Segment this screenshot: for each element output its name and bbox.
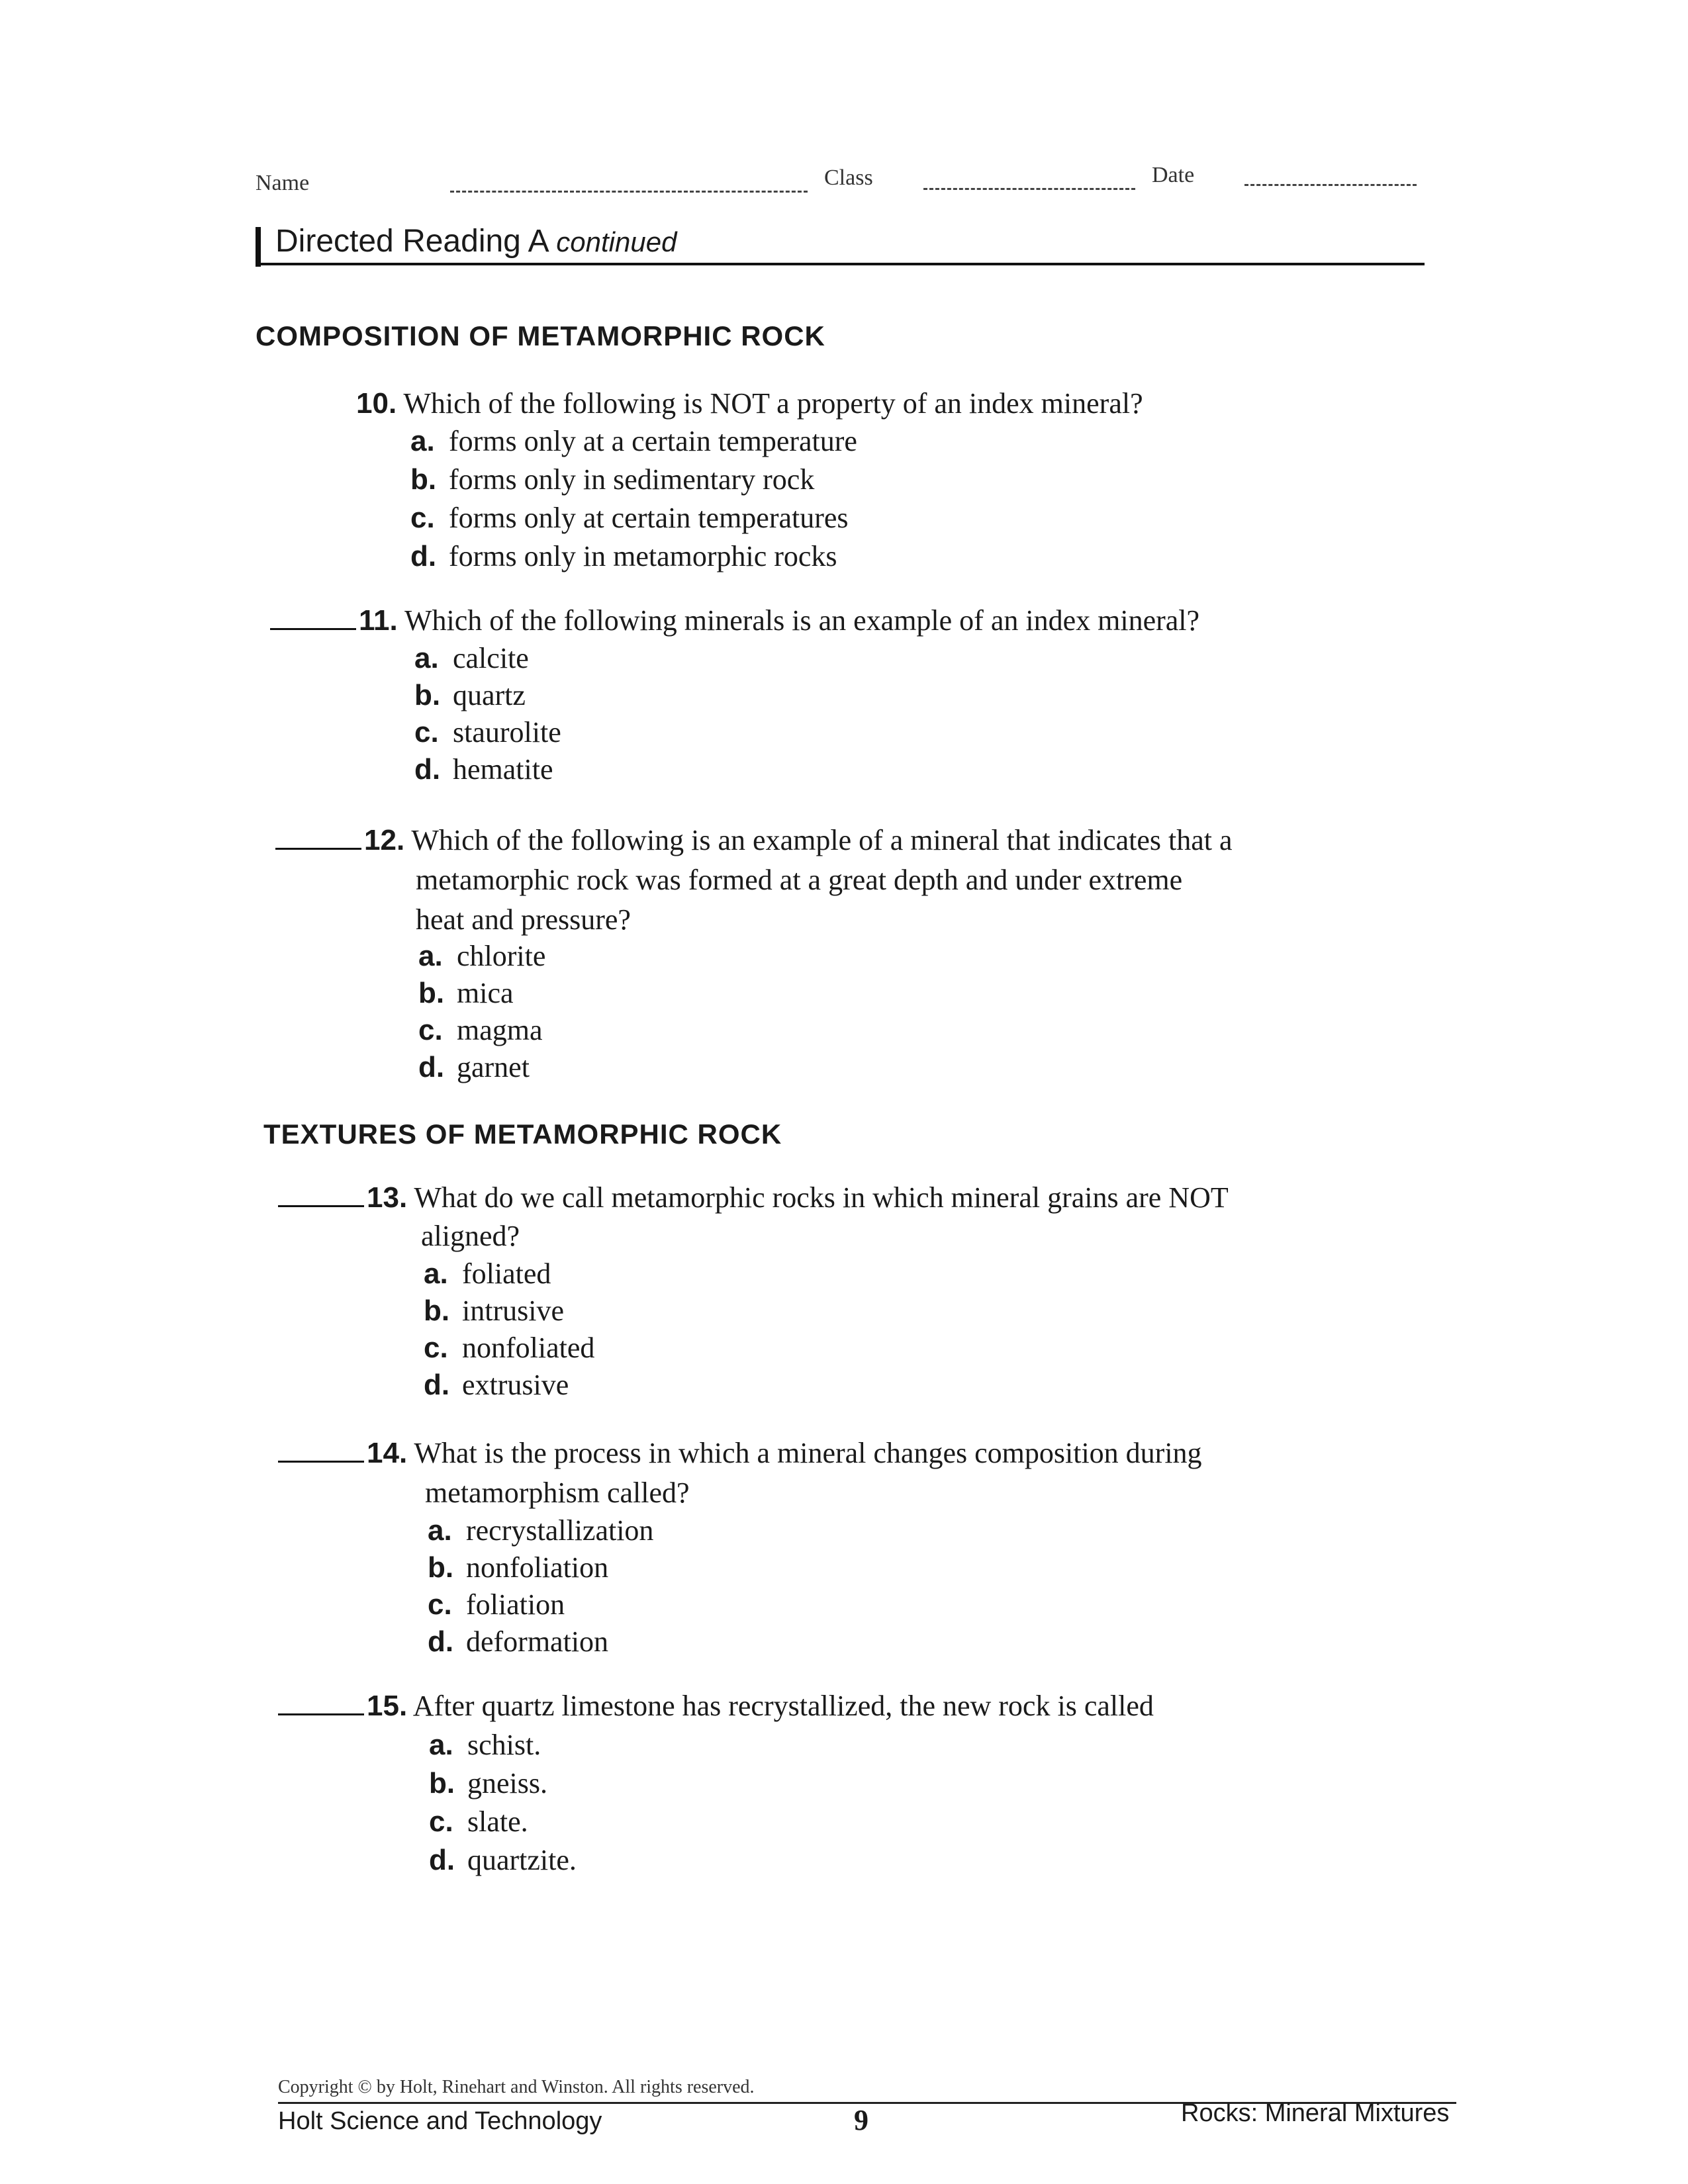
name-label: Name xyxy=(256,171,310,195)
answer-blank[interactable] xyxy=(278,1712,364,1715)
option-15d[interactable] xyxy=(429,1841,577,1880)
question-number: 10. xyxy=(356,387,397,420)
date-field[interactable] xyxy=(1244,184,1417,186)
option-12c[interactable] xyxy=(418,1011,543,1050)
date-label: Date xyxy=(1152,163,1195,187)
option-letter: b. xyxy=(429,1767,455,1799)
option-text: recrystallization xyxy=(466,1514,654,1547)
option-13c[interactable] xyxy=(424,1329,594,1367)
option-text: calcite xyxy=(453,642,529,674)
option-15c[interactable] xyxy=(429,1803,528,1841)
option-letter: c. xyxy=(424,1332,448,1364)
class-label: Class xyxy=(824,165,873,190)
question-number: 15. xyxy=(367,1690,408,1722)
question-12-line-3: heat and pressure? xyxy=(416,903,631,936)
option-letter: c. xyxy=(414,716,439,749)
option-text: quartzite. xyxy=(467,1844,577,1876)
option-letter: d. xyxy=(418,1051,445,1083)
option-letter: d. xyxy=(429,1844,455,1876)
option-text: schist. xyxy=(467,1729,541,1761)
option-12b[interactable] xyxy=(418,974,514,1013)
question-12 xyxy=(275,821,1233,860)
question-text: Which of the following is NOT a property of an index mineral? xyxy=(403,387,1143,420)
option-letter: c. xyxy=(418,1014,443,1046)
question-14 xyxy=(278,1433,1202,1473)
question-text-line-1: What is the process in which a mineral changes composition during xyxy=(414,1437,1202,1469)
option-text: quartz xyxy=(453,679,526,711)
option-10b[interactable] xyxy=(410,461,814,499)
option-letter: a. xyxy=(414,642,439,674)
option-letter: b. xyxy=(414,679,441,711)
question-text-line-1: Which of the following is an example of a mineral that indicates that a xyxy=(411,824,1233,856)
option-text: slate. xyxy=(467,1805,528,1838)
answer-blank[interactable] xyxy=(270,627,356,630)
page-number: 9 xyxy=(854,2104,868,2136)
question-number: 12. xyxy=(364,824,405,856)
option-14d[interactable] xyxy=(428,1623,608,1661)
option-text: magma xyxy=(457,1014,543,1046)
option-10d[interactable] xyxy=(410,537,837,576)
class-field[interactable] xyxy=(923,188,1135,190)
option-letter: d. xyxy=(410,540,437,572)
option-letter: c. xyxy=(429,1805,453,1838)
page-title-suffix: continued xyxy=(556,226,677,257)
option-14c[interactable] xyxy=(428,1586,565,1624)
option-10a[interactable] xyxy=(410,422,857,461)
option-text: intrusive xyxy=(462,1295,564,1327)
option-text: extrusive xyxy=(462,1369,569,1401)
copyright-notice: Copyright © by Holt, Rinehart and Winston. All rights reserved. xyxy=(278,2077,755,2097)
question-12-line-2: metamorphic rock was formed at a great depth and under extreme xyxy=(416,864,1183,896)
option-11d[interactable] xyxy=(414,751,553,789)
question-13-line-2: aligned? xyxy=(421,1220,520,1252)
option-text: nonfoliation xyxy=(466,1551,609,1584)
option-text: mica xyxy=(457,977,514,1009)
page-title xyxy=(275,223,677,259)
option-letter: a. xyxy=(429,1729,453,1761)
option-text: garnet xyxy=(457,1051,530,1083)
option-letter: a. xyxy=(410,425,435,457)
option-14b[interactable] xyxy=(428,1549,608,1587)
chapter-title: Rocks: Mineral Mixtures xyxy=(1181,2099,1450,2127)
option-text: gneiss. xyxy=(467,1767,547,1799)
title-bar-mark xyxy=(256,227,261,267)
option-letter: a. xyxy=(418,940,443,972)
option-15b[interactable] xyxy=(429,1764,547,1803)
option-letter: d. xyxy=(428,1625,454,1658)
answer-blank[interactable] xyxy=(278,1204,364,1207)
option-letter: a. xyxy=(428,1514,452,1547)
question-text: Which of the following minerals is an example of an index mineral? xyxy=(404,604,1200,637)
question-number: 14. xyxy=(367,1437,408,1469)
option-text: foliation xyxy=(466,1588,565,1621)
option-14a[interactable] xyxy=(428,1512,653,1550)
section-heading-textures: TEXTURES OF METAMORPHIC ROCK xyxy=(263,1118,782,1150)
option-letter: b. xyxy=(428,1551,454,1584)
question-14-line-2: metamorphism called? xyxy=(425,1477,690,1509)
option-12d[interactable] xyxy=(418,1048,530,1087)
question-number: 13. xyxy=(367,1181,408,1214)
option-text: hematite xyxy=(453,753,553,786)
option-letter: c. xyxy=(428,1588,452,1621)
option-text: forms only in metamorphic rocks xyxy=(449,540,837,572)
option-12a[interactable] xyxy=(418,937,545,976)
option-15a[interactable] xyxy=(429,1726,541,1764)
question-13 xyxy=(278,1178,1229,1218)
option-letter: d. xyxy=(414,753,441,786)
name-field[interactable] xyxy=(450,191,808,193)
option-text: staurolite xyxy=(453,716,561,749)
page-title-bar xyxy=(256,222,1425,265)
option-text: forms only at certain temperatures xyxy=(449,502,849,534)
option-text: forms only at a certain temperature xyxy=(449,425,857,457)
publisher-name: Holt Science and Technology xyxy=(278,2107,602,2135)
option-text: chlorite xyxy=(457,940,546,972)
option-letter: b. xyxy=(410,463,437,496)
option-letter: c. xyxy=(410,502,435,534)
question-10 xyxy=(356,384,1143,424)
option-text: nonfoliated xyxy=(462,1332,595,1364)
question-text: After quartz limestone has recrystallized, the new rock is called xyxy=(412,1690,1154,1722)
option-letter: d. xyxy=(424,1369,450,1401)
answer-blank[interactable] xyxy=(278,1459,364,1463)
answer-blank[interactable] xyxy=(275,846,361,850)
option-letter: a. xyxy=(424,1257,448,1290)
question-11 xyxy=(270,601,1199,641)
option-11b[interactable] xyxy=(414,676,526,715)
option-text: deformation xyxy=(466,1625,609,1658)
option-13d[interactable] xyxy=(424,1366,569,1404)
option-letter: b. xyxy=(418,977,445,1009)
option-text: foliated xyxy=(462,1257,551,1290)
option-letter: b. xyxy=(424,1295,450,1327)
question-text-line-1: What do we call metamorphic rocks in which mineral grains are NOT xyxy=(414,1181,1229,1214)
option-11c[interactable] xyxy=(414,713,561,752)
section-heading-composition: COMPOSITION OF METAMORPHIC ROCK xyxy=(256,320,825,351)
option-13a[interactable] xyxy=(424,1255,551,1293)
option-text: forms only in sedimentary rock xyxy=(449,463,815,496)
page-title-main: Directed Reading A xyxy=(275,224,547,259)
option-13b[interactable] xyxy=(424,1292,564,1330)
question-15 xyxy=(278,1686,1154,1726)
option-11a[interactable] xyxy=(414,639,529,678)
option-10c[interactable] xyxy=(410,499,849,537)
question-number: 11. xyxy=(359,604,398,637)
